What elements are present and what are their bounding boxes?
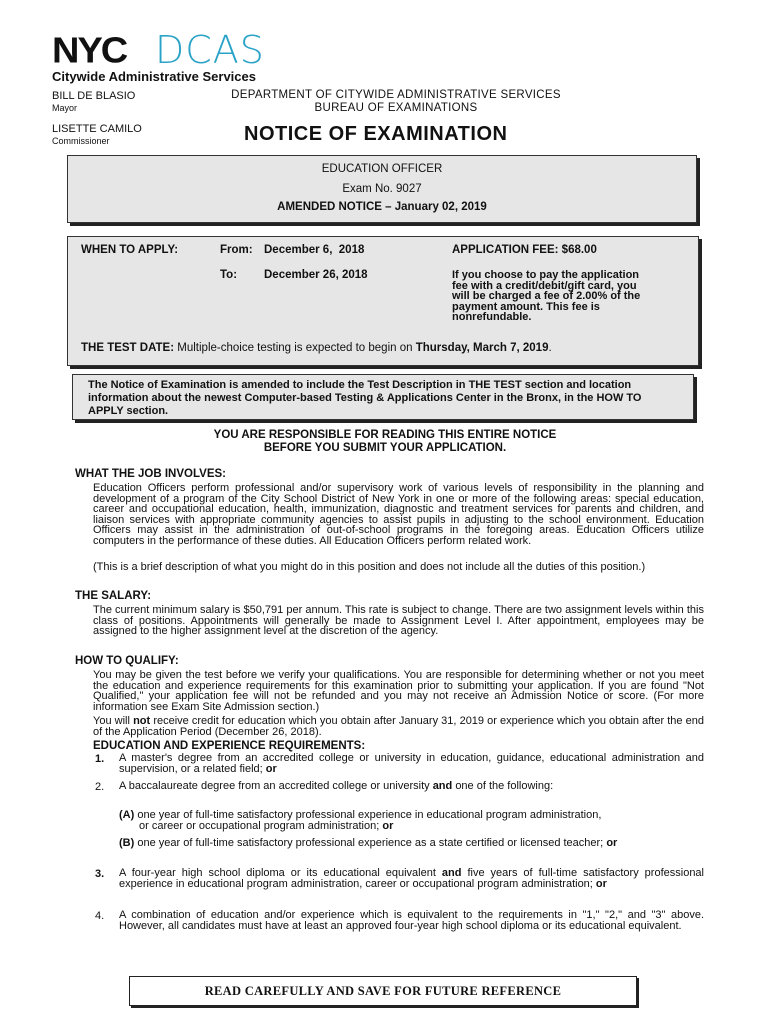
responsibility-line-2: BEFORE YOU SUBMIT YOUR APPLICATION. <box>263 442 507 454</box>
commissioner-title: Commissioner <box>52 136 110 146</box>
job-description: Education Officers perform professional and/or supervisory work of various levels of responsibility in the planning and development of a program of the City School District of New York in one or more of the following areas: special education, career and occupational education, health, immunization, diagnostic and treatment services for parents and children, and liaison services with appropriate community agencies to assist pupils in adjusting to the school environment. Education Officers may assist in the administration of out-of-school programs in the foregoing areas. Education Officers utilize computers in the performance of these duties. All Education Officers perform related work. <box>93 482 704 547</box>
qualify-heading: HOW TO QUALIFY: <box>75 655 179 667</box>
requirement-3-or: or <box>595 877 607 890</box>
page-title: NOTICE OF EXAMINATION <box>244 123 508 145</box>
amendment-text: The Notice of Examination is amended to include the Test Description in THE TEST section and location information about the newest Computer-based Testing & Applications Center in the Bronx, in the HOW TO APPLY section. <box>88 379 642 417</box>
requirement-2a-text2: or career or occupational program administration; <box>139 820 380 832</box>
requirement-2a-text: one year of full-time satisfactory professional experience in educational program administration, <box>137 809 602 821</box>
requirement-number: 2. <box>95 781 105 793</box>
position-title: EDUCATION OFFICER <box>321 163 443 175</box>
fee-note-line: payment amount. This fee is <box>452 300 600 313</box>
test-date-end: . <box>548 342 552 354</box>
test-date-label: THE TEST DATE: <box>81 342 175 354</box>
fee-note-line: If you choose to pay the application <box>452 269 640 281</box>
requirement-1 <box>119 753 704 774</box>
requirement-3-and: and <box>441 867 462 879</box>
qualify-credit-note <box>93 716 704 737</box>
requirement-2a-label: (A) <box>119 809 135 821</box>
test-date-text: Multiple-choice testing is expected to begin on <box>177 342 413 354</box>
requirement-2b-label: (B) <box>119 837 135 849</box>
credit-note-rest: receive credit for education which you obtain after January 31, 2019 or experience which you obtain after the end of the Application Period (December 26, 2018). <box>93 715 705 738</box>
department-line-1: DEPARTMENT OF CITYWIDE ADMINISTRATIVE SERVICES <box>231 89 561 101</box>
fee-note <box>452 270 640 323</box>
responsibility-notice <box>130 429 640 455</box>
to-label: To: <box>220 269 238 281</box>
exam-info-box <box>67 155 697 223</box>
commissioner-name: LISETTE CAMILO <box>52 123 142 135</box>
requirement-2b <box>119 838 714 849</box>
credit-note-start: You will <box>93 715 130 727</box>
requirement-3 <box>119 868 704 889</box>
requirement-4: A combination of education and/or experience which is equivalent to the requirements in "1," "2," and "3" above. However, all candidates must have at least an approved four-year high school diploma or its educational equivalent. <box>119 909 704 932</box>
requirements-heading: EDUCATION AND EXPERIENCE REQUIREMENTS: <box>93 740 366 752</box>
requirement-2a-or: or <box>382 820 394 832</box>
from-label: From: <box>220 244 253 256</box>
application-fee: APPLICATION FEE: $68.00 <box>452 244 597 256</box>
fee-note-line: nonrefundable. <box>452 311 532 323</box>
requirement-1-or: or <box>265 762 277 775</box>
amended-notice: AMENDED NOTICE – January 02, 2019 <box>277 201 487 213</box>
footer-box <box>129 976 637 1006</box>
logo-subtitle: Citywide Administrative Services <box>52 69 256 84</box>
department-heading <box>210 89 582 115</box>
test-date <box>81 342 552 354</box>
logo-nyc-text: NYC <box>52 31 127 71</box>
requirement-number: 1. <box>95 753 105 765</box>
credit-note-not: not <box>133 715 151 727</box>
job-heading: WHAT THE JOB INVOLVES: <box>75 468 226 480</box>
when-to-apply-label: WHEN TO APPLY: <box>81 244 179 256</box>
test-date-value: Thursday, March 7, 2019 <box>415 342 549 354</box>
requirement-2-text: A baccalaureate degree from an accredited college or university <box>119 780 430 792</box>
amendment-box <box>72 374 694 420</box>
requirement-2a-cont <box>139 821 704 832</box>
application-box <box>67 236 699 366</box>
qualify-description: You may be given the test before we verify your qualifications. You are responsible for determining whether or not you meet the education and experience requirements for this examination prior to submitting your application. If you are found "Not Qualified," your application fee will not be refunded and you may not receive an Admission Notice or score. (For more information see Exam Site Admission section.) <box>93 669 704 713</box>
fee-note-line: will be charged a fee of 2.00% of the <box>452 290 641 302</box>
responsibility-line-1: YOU ARE RESPONSIBLE FOR READING THIS ENTIRE NOTICE <box>213 429 557 441</box>
job-note: (This is a brief description of what you might do in this position and does not include all the duties of this position.) <box>93 561 646 573</box>
requirement-2b-or: or <box>606 837 618 849</box>
footer-text: READ CAREFULLY AND SAVE FOR FUTURE REFERENCE <box>204 984 562 998</box>
to-date: December 26, 2018 <box>264 269 368 281</box>
requirement-3-text2: five years of full-time satisfactory professional experience in educational program administration, career or occupational program administration; <box>119 867 704 890</box>
requirement-number: 4. <box>95 910 105 922</box>
salary-heading: THE SALARY: <box>75 590 152 602</box>
salary-description: The current minimum salary is $50,791 per annum. This rate is subject to change. There are two assignment levels within this class of positions. Appointments will generally be made to Assignment Level I. After appointment, employees may be assigned to the higher assignment level at the discretion of the agency. <box>93 604 704 638</box>
requirement-number: 3. <box>95 868 105 880</box>
requirement-1-text: A master's degree from an accredited college or university in education, guidance, educational administration and supervision, or a related field; <box>119 752 704 775</box>
department-line-2: BUREAU OF EXAMINATIONS <box>314 102 478 114</box>
requirement-2 <box>119 781 704 792</box>
requirement-2a <box>119 810 704 821</box>
from-date: December 6, 2018 <box>264 244 365 256</box>
mayor-name: BILL DE BLASIO <box>52 90 136 102</box>
requirement-2-and: and <box>432 780 453 792</box>
exam-number: Exam No. 9027 <box>342 183 422 195</box>
requirement-2-text2: one of the following: <box>455 780 554 792</box>
fee-note-line: fee with a credit/debit/gift card, you <box>452 279 637 292</box>
requirement-2b-text: one year of full-time satisfactory professional experience as a state certified or licensed teacher; <box>137 837 604 849</box>
logo-dcas-text: DCAS <box>155 28 265 72</box>
requirement-3-text: A four-year high school diploma or its educational equivalent <box>119 867 436 879</box>
mayor-title: Mayor <box>52 103 78 113</box>
